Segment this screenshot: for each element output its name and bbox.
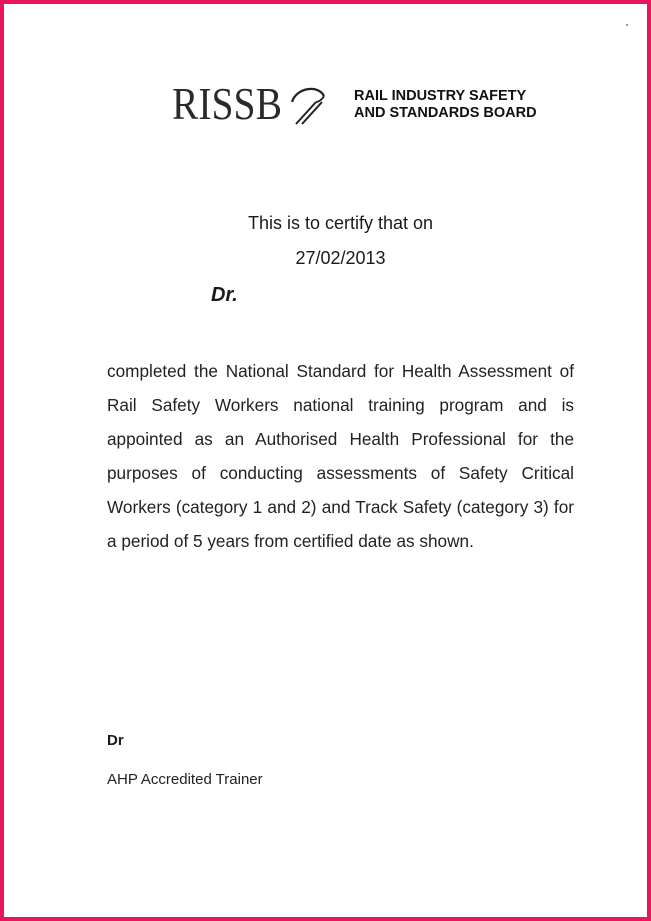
certification-date: 27/02/2013: [295, 248, 386, 268]
rail-swoosh-icon: [288, 80, 330, 128]
logo-wordmark: RISSB: [172, 78, 282, 129]
signatory-role: AHP Accredited Trainer: [107, 771, 263, 788]
org-name-line-1: RAIL INDUSTRY SAFETY: [354, 88, 527, 104]
certificate-body: completed the National Standard for Health Assessment of Rail Safety Workers national training program and is appointed as an Authorised Health Professional for the purposes of conducting assessments of Safety Critical Workers (category 1 and 2) and Track Safety (category 3) for a period of 5 years from certified date as shown.: [107, 361, 574, 551]
recipient-name: Dr.: [211, 284, 238, 306]
scan-speck: [626, 24, 628, 26]
signatory-name: Dr: [107, 732, 124, 749]
rissb-logo: [172, 76, 284, 132]
certify-statement: This is to certify that on: [247, 213, 434, 233]
organization-name: [354, 88, 537, 122]
org-name-line-2: AND STANDARDS BOARD: [354, 105, 537, 121]
